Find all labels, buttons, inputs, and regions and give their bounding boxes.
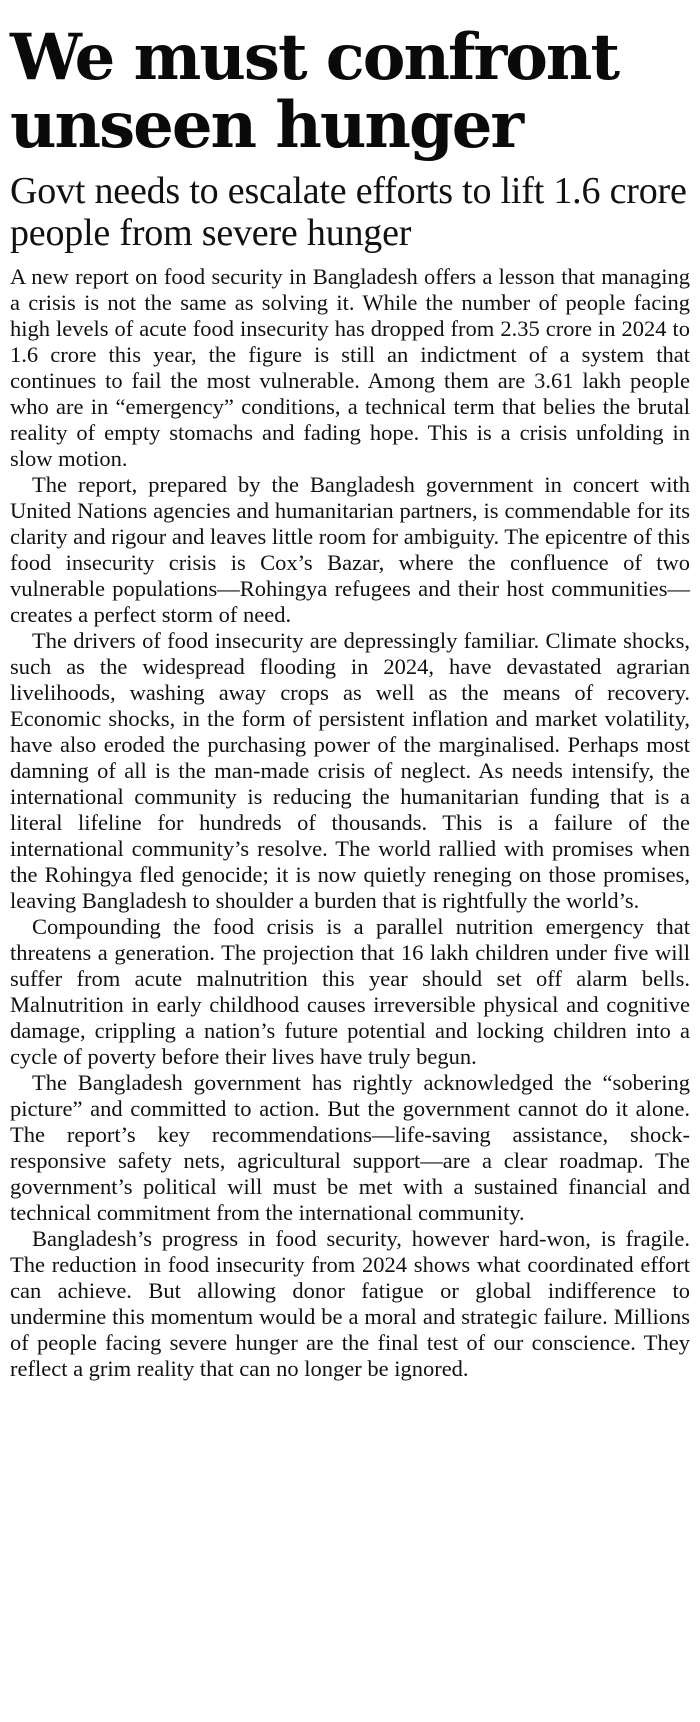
paragraph-5: The Bangladesh government has rightly acknowledged the “sobering picture” and committed to action. But the government cannot do it alone. The report’s key recommendations—life-saving assistance, shock-responsive safety nets, agricultural support—are a clear roadmap. The government’s political will must be met with a sustained financial and technical commitment from the international community. xyxy=(10,1070,690,1225)
paragraph-3: The drivers of food insecurity are depressingly familiar. Climate shocks, such as the widespread flooding in 2024, have devastated agrarian livelihoods, washing away crops as well as the means of recovery. Economic shocks, in the form of persistent inflation and market volatility, have also eroded the purchasing power of the marginalised. Perhaps most damning of all is the man-made crisis of neglect. As needs intensify, the international community is reducing the humanitarian funding that is a literal lifeline for hundreds of thousands. This is a failure of the international community’s resolve. The world rallied with promises when the Rohingya fled genocide; it is now quietly reneging on those promises, leaving Bangladesh to shoulder a burden that is rightfully the world’s. xyxy=(10,628,690,913)
paragraph-2: The report, prepared by the Bangladesh government in concert with United Nations agencies and humanitarian partners, is commendable for its clarity and rigour and leaves little room for ambiguity. The epicentre of this food insecurity crisis is Cox’s Bazar, where the confluence of two vulnerable populations—Rohingya refugees and their host communities—creates a perfect storm of need. xyxy=(10,472,690,627)
paragraph-4: Compounding the food crisis is a parallel nutrition emergency that threatens a generation. The projection that 16 lakh children under five will suffer from acute malnutrition this year should set off alarm bells. Malnutrition in early childhood causes irreversible physical and cognitive damage, crippling a nation’s future potential and locking children into a cycle of poverty before their lives have truly begun. xyxy=(10,914,690,1069)
article-body xyxy=(10,264,690,1382)
subheadline: Govt needs to escalate efforts to lift 1.6 crore people from severe hunger xyxy=(10,170,687,254)
headline: We must confront unseen hunger xyxy=(10,20,618,163)
paragraph-6: Bangladesh’s progress in food security, however hard-won, is fragile. The reduction in food insecurity from 2024 shows what coordinated effort can achieve. But allowing donor fatigue or global indifference to undermine this momentum would be a moral and strategic failure. Millions of people facing severe hunger are the final test of our conscience. They reflect a grim reality that can no longer be ignored. xyxy=(10,1226,690,1381)
paragraph-1: A new report on food security in Bangladesh offers a lesson that managing a crisis is not the same as solving it. While the number of people facing high levels of acute food insecurity has dropped from 2.35 crore in 2024 to 1.6 crore this year, the figure is still an indictment of a system that continues to fail the most vulnerable. Among them are 3.61 lakh people who are in “emergency” conditions, a technical term that belies the brutal reality of empty stomachs and fading hope. This is a crisis unfolding in slow motion. xyxy=(10,264,690,471)
